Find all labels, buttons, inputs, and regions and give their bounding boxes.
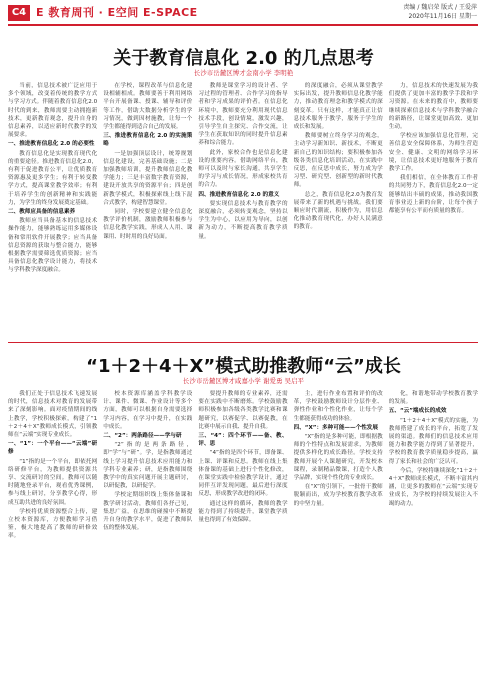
paragraph: 在“X”的引领下，一批骨干教师脱颖而出，成为学校教育教学改革的中坚力量。 (293, 484, 383, 507)
paragraph: 一是加强顶层设计，统筹规划信息化建设，完善基础设施；二是加强教师培训，提升教师信息化教学能力；三是丰富数字教育资源，建设开放共享的资源平台；四是创新教学模式，积极探索线上线下混合式教学，构建智慧课堂。 (103, 150, 193, 206)
article-column (103, 82, 192, 334)
section-title: E 教育周刊 · E空间 E-SPACE (36, 6, 198, 19)
paragraph: 通过这样的循环，教师的教学能力得到了持续提升，课堂教学质量也得到了有效保障。 (198, 500, 288, 524)
paragraph: 要提升教师的专业素养，还需要在实践中不断磨炼。学校鼓励教师积极参加各级各类教学比赛和课题研究，以赛促学、以赛促教，在比赛中展示自我、提升自我。 (198, 391, 288, 430)
paragraph: 力，信息技术的快速发展为我们提供了更加丰富的教学手段和学习资源。在未来的教育中，教师要继续探索信息技术与学科教学融合的新路径，让课堂更加高效、更加生动。 (388, 83, 478, 131)
paragraph: 教师是课堂学习的设计者、学习过程的管理者、合作学习的指导者和学习成果的评价者。在信息化环境中，教师要充分利用现代信息技术手段，创设情境，激发兴趣，引导学生自主探究、合作交流，让学生在获取知识的同时提升信息素养和综合能力。 (198, 83, 288, 147)
article1-body (8, 82, 478, 334)
paragraph: “1”指的是一个平台，即依托网络研修平台，为教师提供资源共享、交流研讨的空间。教师可以随时随地登录平台，观看优秀课例，参与线上研讨，分享教学心得，形成互助共进的良好氛围。 (8, 458, 98, 506)
paragraph: 我们正处于信息技术飞速发展的时代，信息技术对教育的发展带来了深刻影响。面对疫情期间的线上教学，学校积极探索，构建了“1＋2＋4＋X”教师成长模式，引领教师在“云端”实现专业成长。 (8, 391, 98, 439)
paragraph: “2”指的是两条路径，即“学”与“研”。学，是指教师通过线上学习提升信息技术应用能力和学科专业素养；研，是指教师围绕教学中的真实问题开展主题研讨，以研促教，以研促学。 (103, 442, 193, 490)
article2-body (8, 390, 478, 684)
subheading: 二、教师应具备的信息素养 (8, 209, 76, 216)
subheading: 二、“2”：两条路径——学与研 (103, 433, 182, 440)
paragraph: 总之，教育信息化2.0为教育发展带来了新的机遇与挑战。我们要顺应时代潮流，积极作为，用信息化推动教育现代化，办好人民满意的教育。 (293, 191, 383, 231)
paragraph: 要实现信息技术与教育教学的深度融合，必须转变观念，坚持以学生为中心，以应用为导向，以创新为动力，不断提高教育教学质量。 (198, 200, 288, 240)
article-column (198, 390, 287, 684)
article1-headline: 关于教育信息化 2.0 的几点思考 (113, 48, 374, 69)
article-column (294, 82, 383, 334)
paragraph: 教师要树立终身学习的观念，主动学习新知识、新技术，不断更新自己的知识结构；要积极参加各级各类信息化培训活动，在实践中反思，在反思中成长，努力成为学习型、研究型、创新型的新时代教师。 (293, 133, 383, 189)
article1-byline: 长沙市岳麓区博才金南小学 李明艳 (193, 69, 294, 77)
subheading: 三、“4”：四个环节——备、教、评、思 (198, 433, 288, 448)
article-column (8, 390, 97, 684)
article-column (103, 390, 192, 684)
page-tag: C4 (8, 5, 30, 21)
paragraph: 我们相信，在全体教育工作者的共同努力下，教育信息化2.0一定能够结出丰硕的成果，推动我国教育事业迈上新的台阶，让每个孩子都能享有公平而有质量的教育。 (388, 175, 478, 215)
paragraph: 今后，学校将继续深化“1＋2＋4＋X”教师成长模式，不断丰富其内涵，让更多的教师在“云端”实现专业成长，为学校的持续发展注入不竭的动力。 (388, 467, 478, 507)
article-column (294, 390, 383, 684)
article2-byline: 长沙市岳麓区博才咸嘉小学 谢爱勇 吴启平 (182, 377, 305, 385)
paragraph: 的深度融合，必须从课堂教学实际出发，提升教师信息化教学能力，推动教育理念和教学模式的深刻变革。只有这样，才能真正让信息技术服务于教学，服务于学生的成长和发展。 (293, 83, 383, 131)
paragraph: 同时，学校要建立健全信息化教学评价机制，激励教师积极参与信息化教学实践，形成人人用、课课用、时时用的良好局面。 (103, 209, 193, 240)
article-column (198, 82, 287, 334)
subheading: 五、“云”端成长的成效 (388, 408, 447, 415)
paragraph: 学校将优质资源整合上传，建立校本资源库，方便教师学习借鉴，极大地提高了教师的研修效率。 (8, 508, 98, 540)
paragraph: 在学校，课程改革与信息化建设相辅相成。教师要善于利用网络平台开展备课、授课、辅导和评价等工作，借助大数据分析学生的学习情况，做到因材施教，让每一个学生都能得到适合自己的发展。 (103, 83, 193, 131)
article-divider (8, 342, 478, 343)
date-line: 2020年11月16日 星期一 (408, 13, 477, 20)
article-column (8, 82, 97, 334)
subheading: 四、“X”：多种可能——个性发展 (293, 424, 378, 431)
paragraph: 主，进行作业布置和评价的改革，学校鼓励教师设计分层作业、弹性作业和个性化作业，让每个学生都能获得成功的体验。 (293, 391, 383, 422)
paragraph: 教师应当具备基本的信息技术操作能力，能够熟练运用多媒体设备和常用软件开展教学；应当具备信息资源的获取与整合能力，能够根据教学需要筛选优质资源；应当具备信息化教学设计能力，将技术与学科教学深度融合。 (8, 218, 98, 274)
article2-headline: “1＋2＋4＋X”模式助推教师“云”成长 (86, 356, 401, 377)
paragraph: 此外，家校合作也是信息化建设的重要内容。借助网络平台，教师可以及时与家长沟通，共享学生的学习与成长情况，形成家校共育的合力。 (198, 149, 288, 189)
paragraph: 学校应该加强信息化管理，完善信息安全保障体系，为师生营造安全、健康、文明的网络学习环境，让信息技术更好地服务于教育教学工作。 (388, 133, 478, 173)
paragraph: 当前，信息技术被广泛应用于多个领域，改变着传统的教学方式与学习方式。伴随着教育信息化2.0时代的到来，教师需要主动拥抱新技术，更新教育观念，提升自身的信息素养，以适应新时代教学的发展要求。 (8, 83, 98, 139)
paragraph: “1＋2＋4＋X”模式的实施，为教师搭建了成长的平台，拓宽了发展的渠道。教师们的信息技术应用能力和教学能力得到了显著提升，学校的教育教学质量稳步提高，赢得了家长和社会的广泛认可。 (388, 417, 478, 465)
subheading: 一、推进教育信息化 2.0 的必要性 (8, 141, 95, 148)
paragraph: 教育信息化是实现教育现代化的重要途径。推进教育信息化2.0，有利于促进教育公平，让优质教育资源惠及更多学生；有利于转变教学方式，提高课堂教学效率；有利于培养学生的创新精神和实践能力，为学生的终身发展奠定基础。 (8, 150, 98, 206)
subheading: 三、推进教育信息化 2.0 的实施策略 (103, 133, 193, 148)
paragraph: “4”指的是四个环节，即备课、上课、评课和反思。教师在线上集体备课的基础上进行个性化修改，在课堂实践中检验教学设计，通过同伴互评发现问题，最后进行深度反思，形成教学改进的闭环。 (198, 450, 288, 498)
paragraph: 校本资源库涵盖学科教学设计、课件、微课、作业设计等多个方面，教师可以根据自身需要选择学习内容，在学习中提升，在实践中成长。 (103, 391, 193, 430)
paragraph: 学校定期组织线上集体备课和教学研讨活动，教师们各抒己见，集思广益，在思维的碰撞中不断提升自身的教学水平，促进了教师队伍的整体发展。 (103, 492, 193, 532)
subheading: 一、“1”：一个平台——“云端”研修 (8, 441, 98, 456)
paragraph: 化，和谐地带动学校教育教学的发展。 (388, 391, 478, 406)
editor-line: 责编 / 魏启荣 版式 / 王爱萍 (403, 4, 477, 11)
subheading: 四、推进教育信息化 2.0 的意义 (198, 191, 280, 198)
paragraph: “X”指的是多种可能，即根据教师的个性特点和发展需求，为教师提供多样化的成长路径。学校支持教师开展个人课题研究，开发校本课程，录制精品微课，打造个人教学品牌，实现个性化的专业成长。 (293, 434, 383, 482)
page-meta (403, 3, 477, 21)
article-column (389, 390, 478, 684)
article-column (389, 82, 478, 334)
page-header (0, 0, 487, 26)
header-rule (8, 24, 478, 26)
